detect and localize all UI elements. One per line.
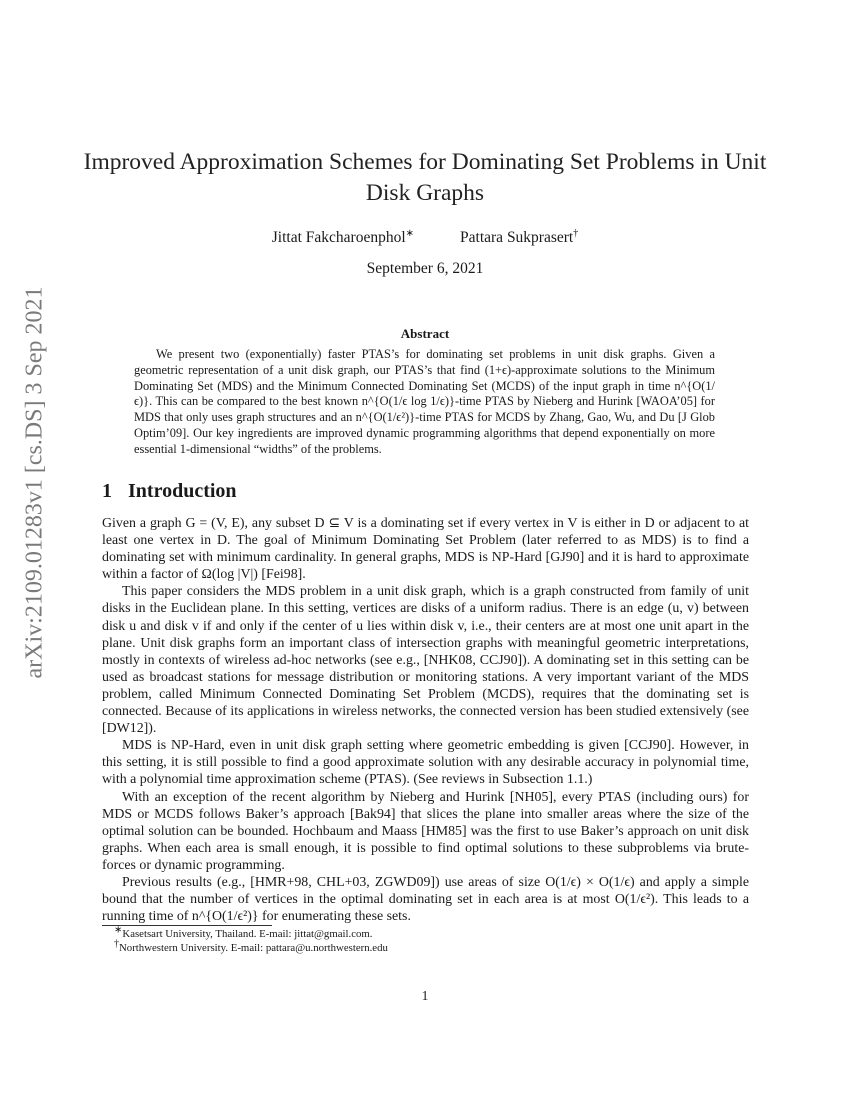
paper-title: Improved Approximation Schemes for Dominating Set Problems in Unit Disk Graphs	[83, 149, 767, 206]
footnotes	[102, 924, 742, 955]
author-list	[150, 229, 700, 247]
paragraph: MDS is NP-Hard, even in unit disk graph setting where geometric embedding is given [CCJ90]. However, in this setting, it is still possible to find a good approximate solution with any desirable accuracy in polynomial time, with a polynomial time approximation scheme (PTAS). (See reviews in Subsection 1.1.)	[102, 738, 749, 788]
author: Jittat Fakcharoenphol∗	[271, 227, 415, 246]
page-number: 1	[421, 988, 429, 1003]
arxiv-stamp-text: arXiv:2109.01283v1 [cs.DS] 3 Sep 2021	[21, 286, 48, 679]
author: Pattara Sukprasert†	[460, 227, 579, 246]
paragraph: With an exception of the recent algorithm by Nieberg and Hurink [NH05], every PTAS (including ours) for MDS or MCDS follows Baker’s approach [Bak94] that slices the plane into smaller areas where the size of the optimal solution can be bounded. Hochbaum and Maass [HM85] was the first to use Baker’s approach on unit disk graphs. When each area is small enough, it is possible to find optimal solutions to these subproblems via brute-forces or dynamic programming.	[102, 789, 749, 873]
paragraph: This paper considers the MDS problem in a unit disk graph, which is a graph constructed from family of unit disks in the Euclidean plane. In this setting, vertices are disks of a uniform radius. There is an edge (u, v) between disk u and disk v if and only if the center of u lies within disk v, i.e., their centers are at most one unit apart in the plane. Unit disk graphs form an important class of intersection graphs with meaningful geometric interpretations, mostly in contexts of wireless ad-hoc networks (see e.g., [NHK08, CCJ90]). A dominating set in this setting can be used as broadcast stations for message distribution or monitoring stations. A very important variant of the MDS problem, called Minimum Connected Dominating Set Problem (MCDS), requires that the dominating set is connected. Because of its applications in wireless networks, the connected version has been studied extensively (see [DW12]).	[102, 584, 749, 737]
paper-date: September 6, 2021	[366, 260, 484, 277]
paragraph: Given a graph G = (V, E), any subset D ⊆ V is a dominating set if every vertex in V is either in D or adjacent to at least one vertex in D. The goal of Minimum Dominating Set Problem (later referred to as MDS) is to find a dominating set with minimum cardinality. In general graphs, MDS is NP-Hard [GJ90] and it is hard to approximate within a factor of Ω(log |V|) [Fei98].	[102, 516, 749, 583]
section-heading	[102, 480, 237, 503]
section-title: Introduction	[128, 480, 237, 502]
abstract-heading: Abstract	[400, 326, 450, 341]
section-number: 1	[102, 480, 112, 502]
abstract-text: We present two (exponentially) faster PTAS’s for dominating set problems in unit disk graphs. Given a geometric representation of a unit disk graph, our PTAS’s that find (1+ϵ)-approximate solutions to the Minimum Dominating Set (MDS) and the Minimum Connected Dominating Set (MCDS) of the input graph in time n^{O(1/ϵ)}. This can be compared to the best known n^{O(1/ϵ log 1/ϵ)}-time PTAS by Nieberg and Hurink [WAOA’05] for MDS that only uses graph structures and an n^{O(1/ϵ²)}-time PTAS for MCDS by Zhang, Gao, Wu, and Du [J Glob Optim’09]. Our key ingredients are improved dynamic programming algorithms that depend exponentially on more essential 1-dimensional “widths” of the problems.	[134, 347, 715, 456]
footnote-rule	[102, 925, 272, 926]
footnote: †Northwestern University. E-mail: pattara@u.northwestern.edu	[114, 937, 388, 954]
paragraph: Previous results (e.g., [HMR+98, CHL+03, ZGWD09]) use areas of size O(1/ϵ) × O(1/ϵ) and apply a simple bound that the number of vertices in the optimal dominating set in each area is at most O(1/ϵ²). This leads to a running time of n^{O(1/ϵ²)} for enumerating these sets.	[102, 874, 749, 925]
arxiv-stamp	[14, 286, 56, 679]
footnote: ∗Kasetsart University, Thailand. E-mail: jittat@gmail.com.	[114, 924, 373, 940]
section-body	[102, 515, 749, 925]
